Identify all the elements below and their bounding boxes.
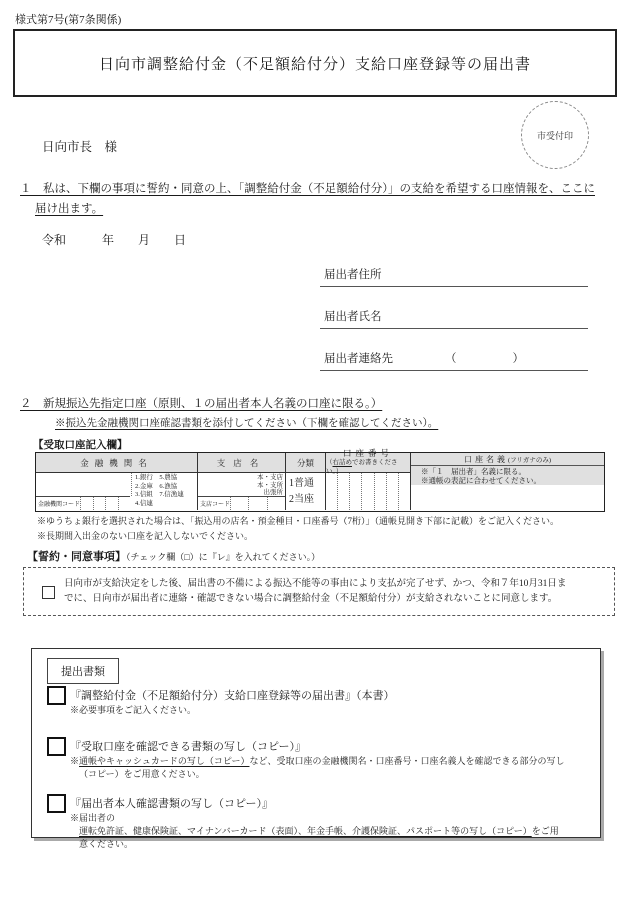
branch-type-options: 本・支店 本・支所 出張所 <box>257 474 283 496</box>
account-type-cell[interactable] <box>286 473 326 510</box>
section2-heading: ２ 新規振込先指定口座（原則、１の届出者本人名義の口座に限る。） <box>20 398 383 410</box>
col-header-branch: 支店名 <box>198 453 286 473</box>
agreement-box <box>23 567 615 616</box>
agreement-heading: 【誓約・同意事項】（チェック欄（□）に『レ』を入れてください。） <box>27 551 321 563</box>
account-type-option-1[interactable]: 1普通 <box>289 478 314 489</box>
documents-box <box>31 648 601 849</box>
document-checkbox-3[interactable] <box>47 794 66 813</box>
document-title-1: 『調整給付金（不足額給付分）支給口座登録等の届出書』（本書） <box>70 690 395 702</box>
holder-note-1: ※「１ 届出者」名義に限る。 <box>421 467 526 476</box>
holder-note-2: ※通帳の表記に合わせてください。 <box>421 476 541 485</box>
date-field[interactable]: 令和 年 月 日 <box>42 233 187 247</box>
bank-type-options: 1.銀行 5.農協 2.金庫 6.漁協 3.信組 7.信漁連 4.信連 <box>131 473 197 496</box>
section1-statement-line2: 届け出ます。 <box>35 203 104 215</box>
document-note-3: ※届出者の運転免許証、健康保険証、マイナンバーカード（表面）、年金手帳、介護保険証、パスポート等の写し（コピー）をご用意ください。 <box>70 813 559 849</box>
table-note-yucho: ※ゆうちょ銀行を選択された場合は、「振込用の店名・預金種目・口座番号（7桁）」（通帳見開き下部に記載）をご記入ください。 <box>37 516 560 526</box>
bank-code-label: 金融機関コード <box>38 501 81 508</box>
section1-statement-line1: １ 私は、下欄の事項に誓約・同意の上、「調整給付金（不足額給付分）」の支給を希望する口座情報を、ここに <box>20 183 595 195</box>
col-header-holder: 口座名義 (フリガナのみ) <box>411 453 604 466</box>
form-title-box <box>13 29 617 97</box>
applicant-name-field[interactable] <box>320 308 588 329</box>
bank-code-field[interactable] <box>36 496 130 510</box>
applicant-contact-label: 届出者連絡先 <box>324 353 393 365</box>
addressee: 日向市長 様 <box>42 140 118 154</box>
document-title-2: 『受取口座を確認できる書類の写し（コピー）』 <box>70 741 307 753</box>
account-number-header-text: 口座番号 <box>342 448 393 458</box>
document-note-2: ※通帳やキャッシュカードの写し（コピー）など、受取口座の金融機関名・口座番号・口座名義人を確認できる部分の写し（コピー）をご用意ください。 <box>70 756 565 779</box>
document-title-3: 『届出者本人確認書類の写し（コピー）』 <box>70 798 274 810</box>
account-number-cell[interactable] <box>326 473 411 510</box>
form-title: 日向市調整給付金（不足額給付分）支給口座登録等の届出書 <box>98 56 531 73</box>
account-type-option-2[interactable]: 2当座 <box>289 494 314 505</box>
agreement-text: 日向市が支給決定をした後、届出書の不備による振込不能等の事由により支払が完了せず、かつ、令和７年10月31日ま でに、日向市が届出者に連絡・確認できない場合に調整給付金（不足額給付分）が支給されないことに同意します。 <box>64 579 567 604</box>
bank-name-cell[interactable] <box>36 473 198 510</box>
account-table-title: 【受取口座記入欄】 <box>33 440 128 451</box>
col-holder <box>411 453 604 509</box>
section2-subnote: ※振込先金融機関口座確認書類を添付してください（下欄を確認してください）。 <box>55 418 439 429</box>
receipt-stamp-label: 市受付印 <box>536 130 573 141</box>
applicant-name-label: 届出者氏名 <box>324 311 382 323</box>
holder-header-notes <box>411 466 604 485</box>
document-checkbox-1[interactable] <box>47 686 66 705</box>
holder-input-area[interactable] <box>411 485 604 509</box>
account-table <box>35 448 605 512</box>
applicant-contact-field[interactable] <box>320 350 588 371</box>
col-header-type: 分類 <box>286 453 326 473</box>
account-number-digit-boxes[interactable] <box>326 473 410 510</box>
receipt-stamp-circle <box>521 101 589 169</box>
col-header-account-number <box>326 448 411 475</box>
applicant-address-field[interactable] <box>320 266 588 287</box>
form-number: 様式第7号(第7条関係) <box>15 14 122 26</box>
account-number-header-note: （右詰めでお書きください。） <box>326 459 398 475</box>
col-header-bank: 金融機関名 <box>36 453 198 473</box>
documents-box-label: 提出書類 <box>47 658 119 684</box>
agreement-checkbox[interactable] <box>42 586 55 599</box>
branch-name-cell[interactable] <box>198 473 286 510</box>
applicant-contact-parens: （ ） <box>445 353 526 365</box>
agreement-heading-note: （チェック欄（□）に『レ』を入れてください。） <box>126 552 321 562</box>
applicant-address-label: 届出者住所 <box>324 269 382 281</box>
document-note-1: ※必要事項をご記入ください。 <box>70 705 197 715</box>
table-note-dormant: ※長期間入出金のない口座を記入しないでください。 <box>37 531 254 541</box>
branch-code-label: 支店コード <box>200 501 231 508</box>
document-checkbox-2[interactable] <box>47 737 66 756</box>
branch-code-field[interactable] <box>198 496 285 510</box>
